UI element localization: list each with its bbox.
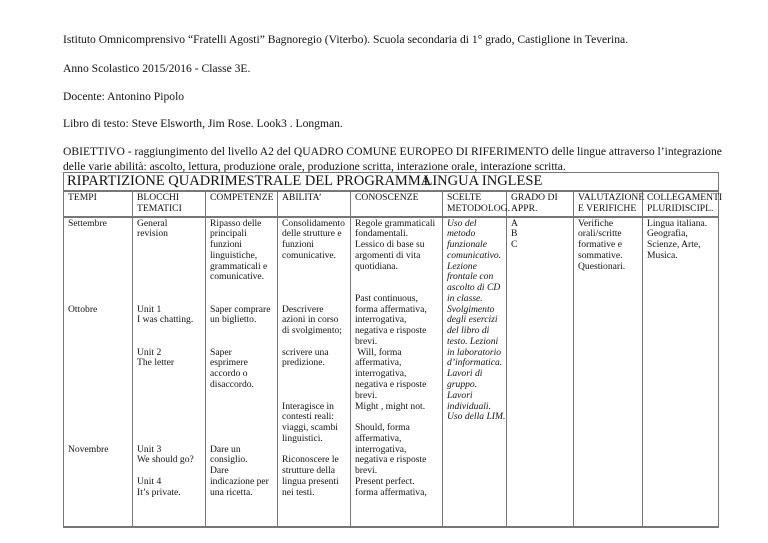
cell-scelte-metodologiche: Uso del metodo funzionale comunicativo. Lezione frontale con ascolto di CD in classe. Svolgimento degli esercizi del libro di testo. Lezioni in laboratorio d’informatica. Lavori di gruppo. Lavori individuali. Uso della LIM. <box>443 217 507 527</box>
column-header-valutazione-verifiche: VALUTAZIONE E VERIFICHE <box>574 191 643 217</box>
cell-competenze: Ripasso delle principali funzioni linguistiche, grammaticali e comunicative. Saper comprare un biglietto. Saper esprimere accordo o disaccordo. Dare un consiglio. Dare indicazione per una ricetta. <box>206 217 278 527</box>
textbook-line: Libro di testo: Steve Elsworth, Jim Rose. Look3 . Longman. <box>63 117 343 130</box>
cell-abilita: Consolidamento delle strutture e funzioni comunicative. Descrivere azioni in corso di svolgimento; scrivere una predizione. Interagisce in contesti reali: viaggi, scambi linguistici. Riconoscere le strutture della lingua presenti nei testi. <box>278 217 351 527</box>
teacher-line: Docente: Antonino Pipolo <box>63 90 185 103</box>
column-header-competenze: COMPETENZE <box>206 191 278 217</box>
subject-label: LINGUA INGLESE <box>423 173 543 189</box>
column-header-blocchi-tematici: BLOCCHI TEMATICI <box>133 191 206 217</box>
cell-conoscenze: Regole grammaticali fondamentali. Lessico di base su argomenti di vita quotidiana. Past continuous, forma affermativa, interrogativa, negativa e risposte brevi. Will, forma affermativa, interrogativa, negativa e risposte brevi. Might , might not. Should, forma affermativa, interrogativa, negativa e risposte brevi. Present perfect. forma affermativa, <box>351 217 443 527</box>
column-header-scelte-metodologiche: SCELTE METODOLOG. <box>443 191 507 217</box>
cell-collegamenti-pluridisciplinari: Lingua italiana. Geografia, Scienze, Arte, Musica. <box>643 217 719 527</box>
subject-title <box>423 173 719 192</box>
column-header-conoscenze: CONOSCENZE <box>351 191 443 217</box>
school-year-line: Anno Scolastico 2015/2016 - Classe 3E. <box>63 62 251 75</box>
column-header-grado-apprendimento: GRADO DI APPR. <box>507 191 574 217</box>
column-header-tempi: TEMPI <box>64 191 133 217</box>
cell-tempi: Settembre Ottobre Novembre <box>64 217 133 527</box>
column-header-abilita: ABILITA’ <box>278 191 351 217</box>
program-table <box>63 172 723 528</box>
column-header-collegamenti-pluridisciplinari: COLLEGAMENTI PLURIDISCIPL. <box>643 191 719 217</box>
objective-paragraph: OBIETTIVO - raggiungimento del livello A2 del QUADRO COMUNE EUROPEO DI RIFERIMENTO delle lingue attraverso l’integrazione delle varie abilità: ascolto, lettura, produzione orale, produzione scritta, interazione orale, interazione scritta. <box>63 145 722 173</box>
table-title: RIPARTIZIONE QUADRIMESTRALE DEL PROGRAMMA <box>64 173 443 192</box>
cell-blocchi-tematici: General revision Unit 1 I was chatting. Unit 2 The letter Unit 3 We should go? Unit 4 It’s private. <box>133 217 206 527</box>
cell-valutazione-verifiche: Verifiche orali/scritte formative e sommative. Questionari. <box>574 217 643 527</box>
institute-line: Istituto Omnicomprensivo “Fratelli Agosti” Bagnoregio (Viterbo). Scuola secondaria di 1° grado, Castiglione in Teverina. <box>63 33 629 46</box>
cell-grado-apprendimento: A B C <box>507 217 574 527</box>
